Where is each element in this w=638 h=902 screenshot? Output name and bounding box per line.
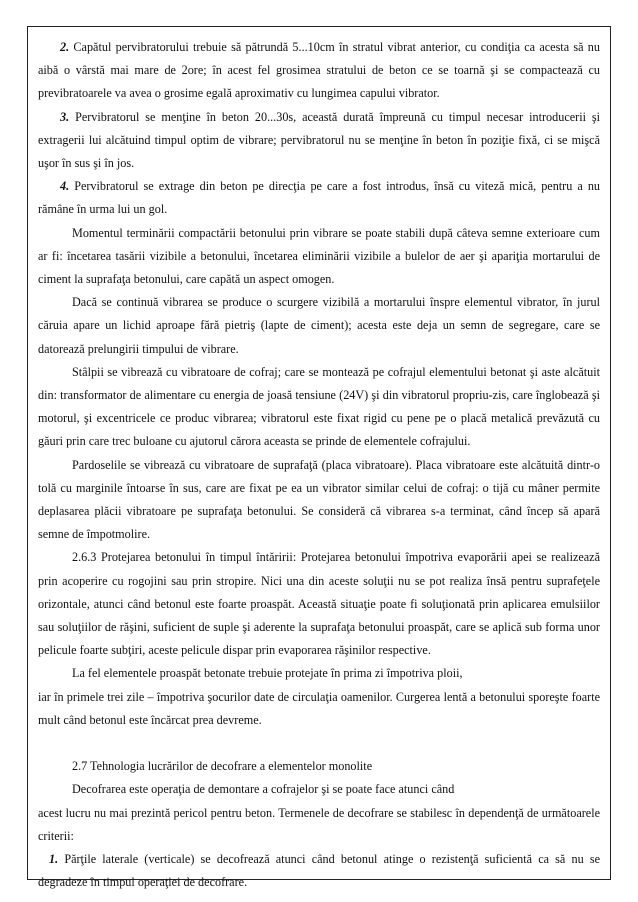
- paragraph-text: Părţile laterale (verticale) se decofrează atunci când betonul atinge o rezistenţă suficientă ca să nu se degradeze în timpul operaţiei de decofrare.: [38, 851, 600, 890]
- paragraph-columns: Stâlpii se vibrează cu vibratoare de cofraj; care se montează pe cofrajul elementului betonat şi aste alcătuit din: transformator de alimentare cu energia de joasă tensiune (24V) şi din vibratorul propriu-zis, care înglobează şi motorul, şi excentricele ce produc vibrarea; vibratorul este fixat rigid cu pene pe o placă metalică prevăzută cu găuri prin care trec buloane cu ajutorul cărora aceasta se prinde de elementele cofrajului.: [38, 364, 600, 449]
- list-number: 1.: [49, 851, 59, 866]
- paragraph-text: Pervibratorul se menţine în beton 20...30s, această durată împreună cu timpul necesar introducerii şi extragerii lui alcătuind timpul optim de vibrare; pervibratorul nu se menţine în beton în poziţie fixă, ci se mişcă uşor în sus şi în jos.: [38, 109, 601, 171]
- paragraph-protection-cont: iar în primele trei zile – împotriva şocurilor date de circulaţia oamenilor. Curgerea lentă a betonului sporeşte foarte mult când betonul este încărcat prea devreme.: [38, 689, 600, 727]
- paragraph-formwork-removal-cont: acest lucru nu mai prezintă pericol pentru beton. Termenele de decofrare se stabilesc în dependenţă de următoarele criterii:: [38, 805, 600, 843]
- list-item-4: [38, 175, 600, 221]
- paragraph-text: Capătul pervibratorului trebuie să pătrundă 5...10cm în stratul vibrat anterior, cu condiţia ca acesta să nu aibă o vârstă mai mare de 2ore; în acest fel grosimea stratului de beton ce se toarnă şi se compactează cu previbratoarele va avea o grosime egală aproximativ cu lungimea capului vibrator.: [38, 40, 600, 101]
- paragraph-floors: Pardoselile se vibrează cu vibratoare de suprafaţă (placa vibratoare). Placa vibratoare este alcătuită dintr-o tolă cu marginile întoarse în sus, care are fixat pe ea un vibrator similar celui de cofraj: o tijă cu mâner permite deplasarea plăcii vibratoare pe suprafaţa betonului. Se consideră că vibrarea s-a terminat, când încep să apară semne de împotmolire.: [38, 457, 600, 542]
- list-number: 4.: [60, 179, 70, 194]
- section-2-6-3: 2.6.3 Protejarea betonului în timpul întăririi: Protejarea betonului împotriva evaporării apei se realizează prin acoperire cu rogojini sau prin stropire. Nici una din aceste soluţii nu se pot realiza însă pentru suprafeţele orizontale, atunci când betonul este foarte proaspăt. Această situaţie poate fi soluţionată prin aplicarea emulsiilor sau soluţiilor de răşini, suficient de suple şi aderente la suprafaţa betonului proaspăt, care se aplică sub forma unor pelicule foarte subţiri, aceste pelicule dispar prin evaporarea răşinilor respective.: [38, 550, 600, 658]
- paragraph-compaction-end: Momentul terminării compactării betonului prin vibrare se poate stabili după câteva semne exterioare cum ar fi: încetarea tasării vizibile a betonului, încetarea eliminării vizibile a bulelor de aer şi apariţia mortarului de ciment la suprafaţa betonului, care capătă un aspect omogen.: [38, 225, 600, 287]
- paragraph-protection: La fel elementele proaspăt betonate trebuie protejate în prima zi împotriva ploii,: [72, 666, 463, 681]
- list-item-2: [38, 36, 600, 106]
- list-number: 2.: [60, 40, 70, 54]
- list-item-1: [38, 848, 600, 894]
- list-item-3: [38, 106, 600, 176]
- paragraph-formwork-removal: Decofrarea este operaţia de demontare a cofrajelor şi se poate face atunci când: [72, 782, 455, 797]
- section-heading-2-7: 2.7 Tehnologia lucrărilor de decofrare a elementelor monolite: [72, 759, 373, 774]
- list-number: 3.: [60, 109, 70, 124]
- paragraph-segregation: Dacă se continuă vibrarea se produce o scurgere vizibilă a mortarului înspre elementul vibrator, în jurul căruia apare un lichid aproape fără pietriş (lapte de ciment); acesta este deja un semn de segregare, care se datorează prelungirii timpului de vibrare.: [38, 295, 600, 356]
- paragraph-text: Pervibratorul se extrage din beton pe direcţia pe care a fost introdus, însă cu viteză mică, pentru a nu rămâne în urma lui un gol.: [38, 179, 601, 217]
- document-body: [38, 36, 600, 894]
- blank-line: [38, 732, 600, 755]
